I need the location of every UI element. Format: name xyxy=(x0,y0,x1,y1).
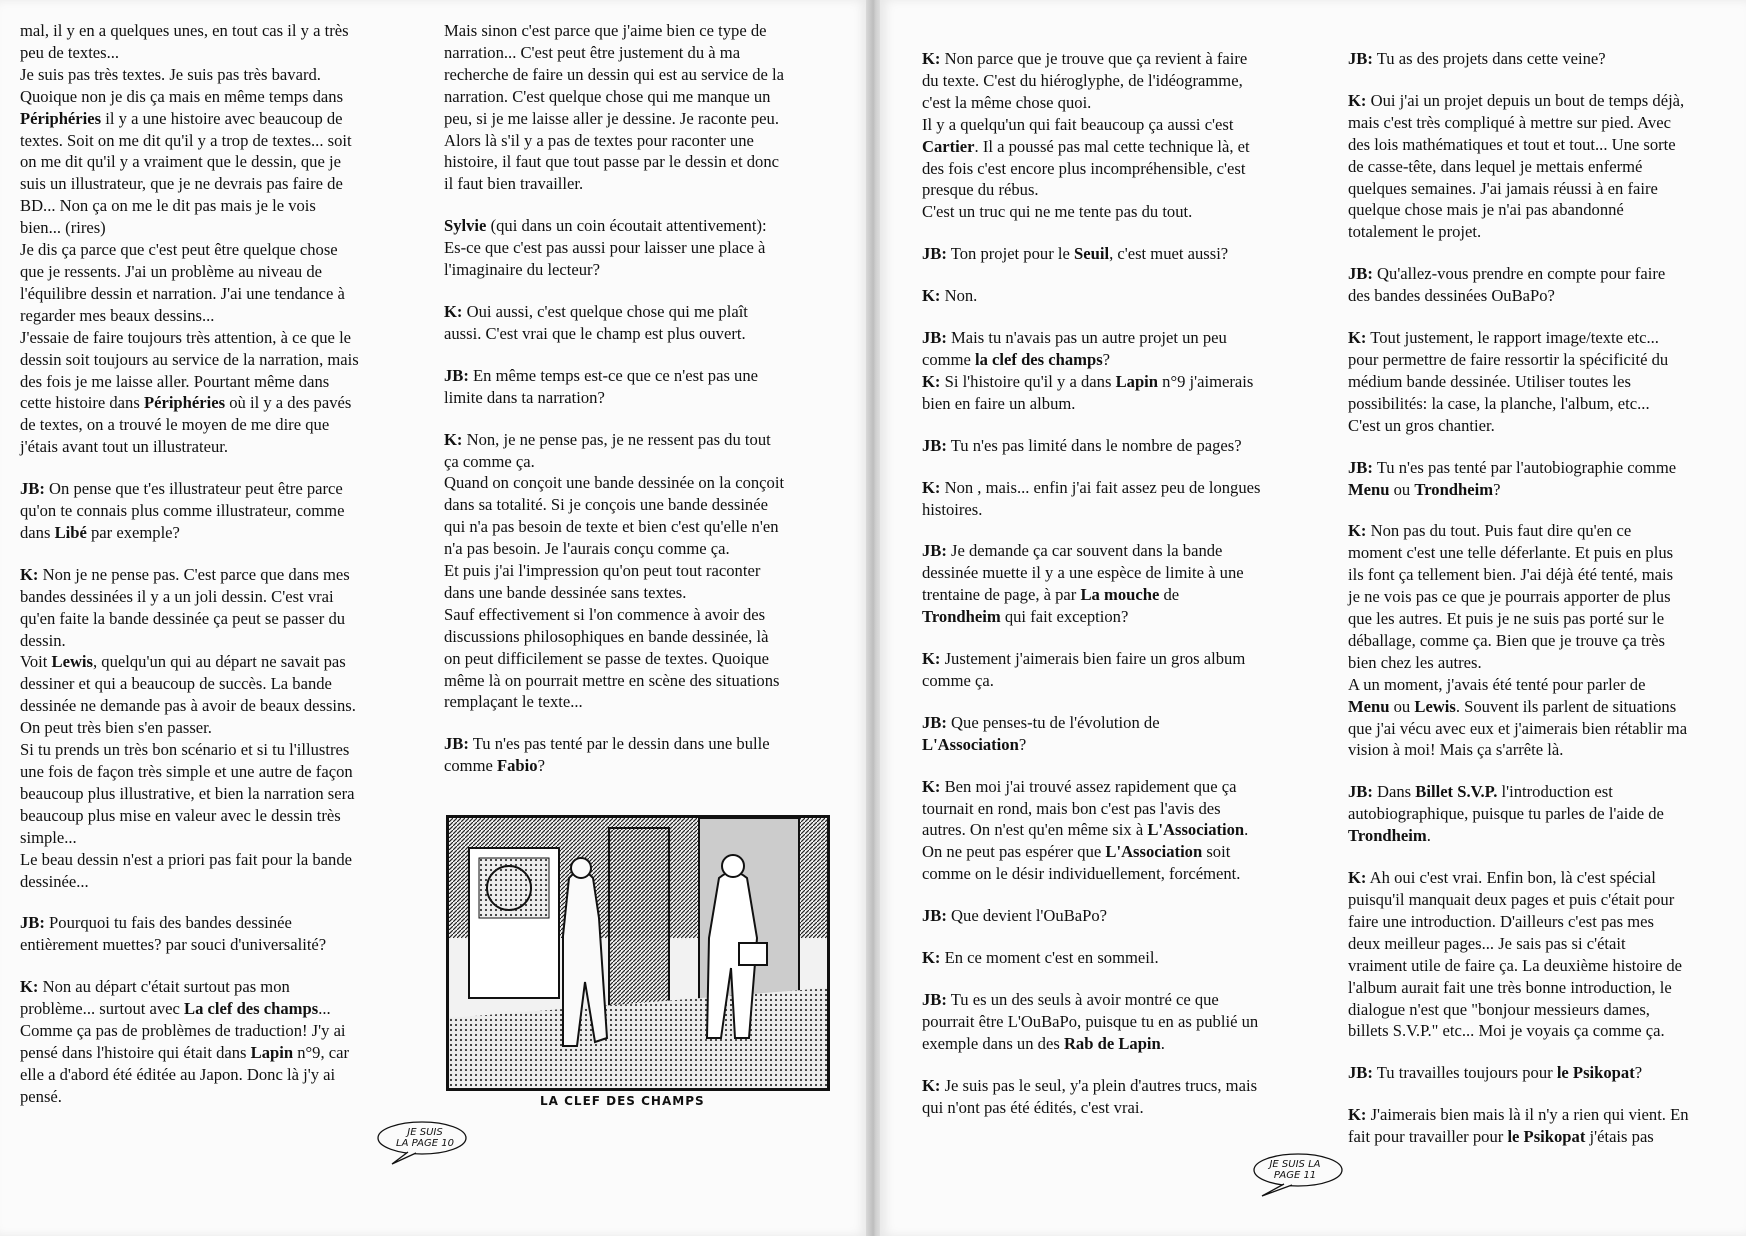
text-line: K: Non, je ne pense pas, je ne ressent pas du tout xyxy=(444,429,771,449)
paragraph xyxy=(444,301,826,345)
text-line: Il y a quelqu'un qui fait beaucoup ça aussi c'est xyxy=(922,114,1234,134)
text-line: Es-ce que c'est pas aussi pour laisser une place à xyxy=(444,238,766,258)
text-line: JB: En même temps est-ce que ce n'est pas une xyxy=(444,365,759,385)
text-line: billets S.V.P." etc... Moi je voyais ça comme ça. xyxy=(1348,1021,1665,1041)
paragraph xyxy=(1348,48,1728,70)
text-line: Cartier. Il a poussé pas mal cette technique là, et xyxy=(922,136,1250,156)
text-line: JB: Qu'allez-vous prendre en compte pour faire xyxy=(1348,264,1666,284)
text-line: Si tu prends un très bon scénario et si tu l'illustres xyxy=(20,740,350,760)
text-line: K: Ben moi j'ai trouvé assez rapidement que ça xyxy=(922,776,1237,796)
text-line: Quand on conçoit une bande dessinée on la conçoit xyxy=(444,473,785,493)
text-line: des fois je me laisse aller. Pourtant même dans xyxy=(20,371,330,391)
paragraph xyxy=(444,215,826,281)
text-line: trentaine de page, à par La mouche de xyxy=(922,585,1180,605)
paragraph xyxy=(922,905,1282,927)
text-line: Et puis j'ai l'impression qu'on peut tout raconter xyxy=(444,561,761,581)
text-line: JB: On pense que t'es illustrateur peut être parce xyxy=(20,479,343,499)
text-line: J'essaie de faire toujours très attention, à ce que le xyxy=(20,327,352,347)
text-line: moment c'est une telle déferlante. Et puis en plus xyxy=(1348,543,1674,563)
left-page xyxy=(0,0,868,1236)
paragraph xyxy=(1348,90,1728,243)
page-number-bubble xyxy=(370,1118,480,1166)
text-line: ils font ça tellement bien. J'ai déjà été tenté, mais xyxy=(1348,565,1674,585)
text-line: Menu ou Lewis. Souvent ils parlent de situations xyxy=(1348,696,1677,716)
text-line: JB: Tu n'es pas limité dans le nombre de pages? xyxy=(922,435,1242,455)
text-line: K: Je suis pas le seul, y'a plein d'autres trucs, mais xyxy=(922,1075,1258,1095)
text-line: limite dans ta narration? xyxy=(444,387,605,407)
text-line: peu, si je me laisse aller je dessine. Je raconte peu. xyxy=(444,108,779,128)
text-line: dessin soit toujours au service de la narration, mais xyxy=(20,349,359,369)
text-line: regarder mes beaux dessins... xyxy=(20,305,215,325)
paragraph xyxy=(1348,263,1728,307)
paragraph xyxy=(20,20,408,458)
text-line: dessin. xyxy=(20,630,66,650)
text-line: K: Non au départ c'était surtout pas mon xyxy=(20,977,290,997)
text-line: JB: Tu n'es pas tenté par l'autobiographie comme xyxy=(1348,457,1677,477)
text-line: K: J'aimerais bien mais là il n'y a rien qui vient. En xyxy=(1348,1105,1689,1125)
text-line: Je suis pas très textes. Je suis pas très bavard. xyxy=(20,64,321,84)
paragraph xyxy=(20,478,408,544)
text-line: textes. Soit on me dit qu'il y a trop de textes... soit xyxy=(20,130,352,150)
text-line: Je dis ça parce que c'est peut être quelque chose xyxy=(20,240,338,260)
text-line: bandes dessinées il y a un joli dessin. C'est vrai xyxy=(20,586,334,606)
paragraph xyxy=(1348,1062,1728,1084)
paragraph xyxy=(1348,520,1728,761)
paragraph xyxy=(20,912,408,956)
text-line: Trondheim qui fait exception? xyxy=(922,607,1129,627)
text-line: bien en faire un album. xyxy=(922,393,1076,413)
bubble-line-2: LA PAGE 10 xyxy=(396,1138,454,1149)
paragraph xyxy=(20,976,408,1107)
text-line: n'a pas besoin. Je l'aurais conçu comme ça. xyxy=(444,539,730,559)
text-line: totalement le projet. xyxy=(1348,222,1482,242)
text-line: JB: Tu as des projets dans cette veine? xyxy=(1348,49,1606,68)
text-line: aussi. C'est vrai que le champ est plus ouvert. xyxy=(444,323,746,343)
text-line: A un moment, j'avais été tenté pour parler de xyxy=(1348,674,1646,694)
text-line: tournait en rond, mais bon c'est pas l'avis des xyxy=(922,798,1221,818)
text-line: cette histoire dans Périphéries où il y a des pavés xyxy=(20,393,352,413)
text-line: Sauf effectivement si l'on commence à avoir des xyxy=(444,604,766,624)
text-line: vision à moi! Mais ça s'arrête là. xyxy=(1348,740,1564,760)
paragraph xyxy=(922,477,1282,521)
text-line: pour permettre de faire ressortir la spécificité du xyxy=(1348,349,1669,369)
text-line: que les autres. Et puis je ne suis pas porté sur le xyxy=(1348,609,1665,629)
text-line: qu'on te connais plus comme illustrateur, comme xyxy=(20,501,345,521)
text-line: dessinée muette il y a une espèce de limite à une xyxy=(922,563,1244,583)
text-line: Menu ou Trondheim? xyxy=(1348,479,1501,499)
text-line: dessinée ne demande pas à avoir de beaux dessins. xyxy=(20,696,356,716)
bubble-line-1: JE SUIS LA xyxy=(1269,1159,1321,1170)
paragraph xyxy=(1348,781,1728,847)
paragraph xyxy=(922,712,1282,756)
text-line: dans sa totalité. Si je conçois une bande dessinée xyxy=(444,495,768,515)
text-line: même là on pourrait mettre en scène des situations xyxy=(444,670,780,690)
text-line: K: Non je ne pense pas. C'est parce que dans mes xyxy=(20,564,350,584)
text-line: dans Libé par exemple? xyxy=(20,522,180,542)
paragraph xyxy=(922,989,1282,1055)
text-line: peu de textes... xyxy=(20,42,120,62)
text-line: K: Non , mais... enfin j'ai fait assez peu de longues xyxy=(922,477,1261,497)
text-line: Le beau dessin n'est a priori pas fait pour la bande xyxy=(20,849,352,869)
paragraph xyxy=(20,564,408,893)
text-line: possibilités: la case, la planche, l'album, etc... xyxy=(1348,393,1650,413)
text-line: comme Fabio? xyxy=(444,756,545,776)
text-line: bien chez les autres. xyxy=(1348,652,1482,672)
text-column-4 xyxy=(1348,48,1728,1168)
text-line: discussions philosophiques en bande dessinée, là xyxy=(444,626,769,646)
paragraph xyxy=(922,243,1282,265)
text-line: beaucoup plus illustrative, et bien la narration sera xyxy=(20,783,355,803)
text-line: de casse-tête, dans lequel je mettais enfermé xyxy=(1348,156,1643,176)
text-line: JB: Pourquoi tu fais des bandes dessinée xyxy=(20,913,292,933)
text-line: il faut bien travailler. xyxy=(444,174,584,194)
text-line: j'étais avant tout un illustrateur. xyxy=(20,437,229,457)
text-line: simple... xyxy=(20,827,77,847)
text-line: des lois mathématiques et tout et tout... Une sorte xyxy=(1348,134,1676,154)
text-line: K: Oui j'ai un projet depuis un bout de temps déjà, xyxy=(1348,90,1685,110)
text-line: remplaçant le texte... xyxy=(444,692,583,712)
text-line: problème... surtout avec La clef des champs... xyxy=(20,999,331,1019)
paragraph xyxy=(922,285,1282,307)
text-line: deux meilleur pages... Je sais pas si c'était xyxy=(1348,933,1626,953)
text-line: entièrement muettes? par souci d'universalité? xyxy=(20,935,327,955)
right-page xyxy=(880,0,1746,1236)
text-line: comme ça. xyxy=(922,670,994,690)
paragraph xyxy=(922,776,1282,886)
text-line: dessinée... xyxy=(20,871,89,891)
text-line: Trondheim. xyxy=(1348,826,1431,846)
text-line: qui n'a pas besoin de texte et bien c'est qu'elle n'en xyxy=(444,517,779,537)
paragraph xyxy=(922,435,1282,457)
text-line: pensé. xyxy=(20,1086,62,1106)
text-line: puisqu'il manquait deux pages et puis c'était pour xyxy=(1348,890,1675,909)
text-column-2 xyxy=(444,20,826,797)
text-line: mais c'est très compliqué à mettre sur pied. Avec xyxy=(1348,112,1671,132)
text-line: JB: Je demande ça car souvent dans la bande xyxy=(922,541,1223,561)
paragraph xyxy=(1348,867,1728,1042)
text-line: que je ressents. J'ai un problème au niveau de xyxy=(20,261,323,281)
text-line: Mais sinon c'est parce que j'aime bien ce type de xyxy=(444,21,767,40)
text-line: C'est un truc qui ne me tente pas du tout. xyxy=(922,202,1193,222)
text-line: K: Justement j'aimerais bien faire un gros album xyxy=(922,649,1246,669)
text-line: K: Oui aussi, c'est quelque chose qui me plaît xyxy=(444,301,748,321)
text-line: K: Ah oui c'est vrai. Enfin bon, là c'est spécial xyxy=(1348,868,1656,888)
text-line: je ne vois pas ce que je pourrais apporter de plus xyxy=(1348,587,1671,607)
text-line: On ne peut pas espérer que L'Association soit xyxy=(922,842,1231,862)
text-line: elle a d'abord été éditée au Japon. Donc là j'y ai xyxy=(20,1064,336,1084)
paragraph xyxy=(1348,457,1728,501)
text-line: K: En ce moment c'est en sommeil. xyxy=(922,948,1159,968)
text-line: pourrait être L'OuBaPo, puisque tu en as publié un xyxy=(922,1011,1259,1031)
text-line: recherche de faire un dessin qui est au service de la xyxy=(444,64,785,84)
text-line: JB: Dans Billet S.V.P. l'introduction est xyxy=(1348,782,1613,802)
text-line: de textes, on a trouvé le moyen de me dire que xyxy=(20,415,330,435)
text-line: comme la clef des champs? xyxy=(922,349,1111,369)
text-line: JB: Tu travailles toujours pour le Psikopat? xyxy=(1348,1063,1643,1083)
illustration-caption: LA CLEF DES CHAMPS xyxy=(540,1094,705,1108)
paragraph xyxy=(444,365,826,409)
text-line: Comme ça pas de problèmes de traduction! J'y ai xyxy=(20,1021,346,1041)
text-line: JB: Que penses-tu de l'évolution de xyxy=(922,712,1160,732)
text-line: déballage, comme ça. Bien que je trouve ça très xyxy=(1348,630,1665,650)
text-line: histoire, il faut que tout passe par le dessin et donc xyxy=(444,152,780,172)
text-line: bien... (rires) xyxy=(20,218,106,238)
text-line: faire une introduction. D'ailleurs c'est pas mes xyxy=(1348,911,1654,931)
text-line: JB: Mais tu n'avais pas un autre projet un peu xyxy=(922,328,1227,348)
text-line: Sylvie (qui dans un coin écoutait attentivement): xyxy=(444,216,767,236)
text-column-1 xyxy=(20,20,408,1128)
text-line: que j'ai vécu avec eux et j'aimerais bien rétablir ma xyxy=(1348,718,1688,738)
text-line: JB: Ton projet pour le Seuil, c'est muet aussi? xyxy=(922,244,1229,264)
text-line: narration... C'est peut être justement du à ma xyxy=(444,42,741,62)
text-line: K: Non. xyxy=(922,286,978,306)
text-line: des fois c'est encore plus incompréhensible, c'est xyxy=(922,158,1246,178)
text-line: l'équilibre dessin et narration. J'ai une tendance à xyxy=(20,283,345,303)
paragraph xyxy=(1348,327,1728,437)
text-line: narration. C'est quelque chose qui me manque un xyxy=(444,86,771,106)
paragraph xyxy=(922,1075,1282,1119)
text-line: comme on le désir individuellement, forcément. xyxy=(922,864,1241,884)
paragraph xyxy=(922,648,1282,692)
text-line: pensé dans l'histoire qui était dans Lapin n°9, car xyxy=(20,1042,350,1062)
text-line: histoires. xyxy=(922,499,983,519)
text-line: autobiographique, puisque tu parles de l'aide de xyxy=(1348,804,1664,824)
text-line: l'album aurait fait une très bonne introduction, le xyxy=(1348,977,1672,997)
text-line: médium bande dessinée. Utiliser toutes les xyxy=(1348,371,1631,391)
text-line: Voit Lewis, quelqu'un qui au départ ne savait pas xyxy=(20,652,346,672)
text-line: exemple dans un des Rab de Lapin. xyxy=(922,1033,1165,1053)
paragraph xyxy=(922,327,1282,415)
bubble-line-1: JE SUIS xyxy=(407,1127,443,1138)
text-line: ça comme ça. xyxy=(444,451,535,471)
text-line: K: Si l'histoire qu'il y a dans Lapin n°9 j'aimerais xyxy=(922,371,1254,391)
illustration-drawing xyxy=(449,818,827,1088)
text-line: quelques semaines. J'ai jamais réussi à en faire xyxy=(1348,178,1658,198)
text-line: mal, il y en a quelques unes, en tout cas il y a très xyxy=(20,21,349,40)
text-line: c'est la même chose quoi. xyxy=(922,92,1092,112)
text-line: K: Non parce que je trouve que ça revient à faire xyxy=(922,49,1248,68)
text-line: fait pour travailler pour le Psikopat j'étais pas xyxy=(1348,1127,1654,1147)
text-line: On peut très bien s'en passer. xyxy=(20,718,212,738)
paragraph xyxy=(444,20,826,195)
bubble-line-2: PAGE 11 xyxy=(1273,1170,1317,1181)
text-line: JB: Que devient l'OuBaPo? xyxy=(922,906,1108,926)
text-line: beaucoup plus mise en valeur avec le dessin très xyxy=(20,805,341,825)
text-line: suis un illustrateur, que je ne devrais pas faire de xyxy=(20,174,343,194)
text-line: vraiment utile de faire ça. La deuxième histoire de xyxy=(1348,955,1683,975)
text-line: L'Association? xyxy=(922,734,1027,754)
text-line: JB: Tu es un des seuls à avoir montré ce que xyxy=(922,990,1219,1009)
text-column-3 xyxy=(922,48,1282,1139)
text-line: une fois de façon très simple et une autre de façon xyxy=(20,762,353,781)
paragraph xyxy=(444,429,826,714)
comic-illustration xyxy=(446,815,830,1091)
paragraph xyxy=(922,540,1282,628)
text-line: autres. On n'est qu'en même six à L'Association. xyxy=(922,820,1249,840)
paragraph xyxy=(1348,1104,1728,1148)
text-line: BD... Non ça on me le dit pas mais je le vois xyxy=(20,196,316,216)
text-line: dessiner et qui a beaucoup de succès. La bande xyxy=(20,674,332,694)
text-line: dans une bande dessinée sans textes. xyxy=(444,582,687,602)
text-line: dialogue n'est que "bonjour messieurs dames, xyxy=(1348,999,1650,1019)
text-line: on me dit qu'il y a vraiment que le dessin, que je xyxy=(20,152,341,172)
text-line: on peut difficilement se passe de textes. Quoique xyxy=(444,648,770,668)
text-line: JB: Tu n'es pas tenté par le dessin dans une bulle xyxy=(444,734,770,754)
text-line: quelque chose mais je n'ai pas abandonné xyxy=(1348,200,1624,220)
text-line: l'imaginaire du lecteur? xyxy=(444,260,600,280)
text-line: K: Tout justement, le rapport image/texte etc... xyxy=(1348,328,1659,348)
text-line: presque du rébus. xyxy=(922,180,1039,200)
paragraph xyxy=(922,947,1282,969)
text-line: Périphéries il y a une histoire avec beaucoup de xyxy=(20,108,343,128)
page-number-bubble xyxy=(1240,1150,1350,1198)
text-line: Quoique non je dis ça mais en même temps dans xyxy=(20,86,344,106)
text-line: des bandes dessinées OuBaPo? xyxy=(1348,286,1555,306)
paragraph xyxy=(922,48,1282,223)
paragraph xyxy=(444,733,826,777)
text-line: Alors là s'il y a pas de textes pour raconter une xyxy=(444,130,754,150)
text-line: qui n'ont pas été édités, c'est vrai. xyxy=(922,1097,1144,1117)
text-line: qu'en faite la bande dessinée ça peut se passer du xyxy=(20,608,346,628)
text-line: K: Non pas du tout. Puis faut dire qu'en ce xyxy=(1348,521,1632,541)
text-line: du texte. C'est du hiéroglyphe, de l'idéogramme, xyxy=(922,70,1243,90)
text-line: C'est un gros chantier. xyxy=(1348,415,1495,435)
